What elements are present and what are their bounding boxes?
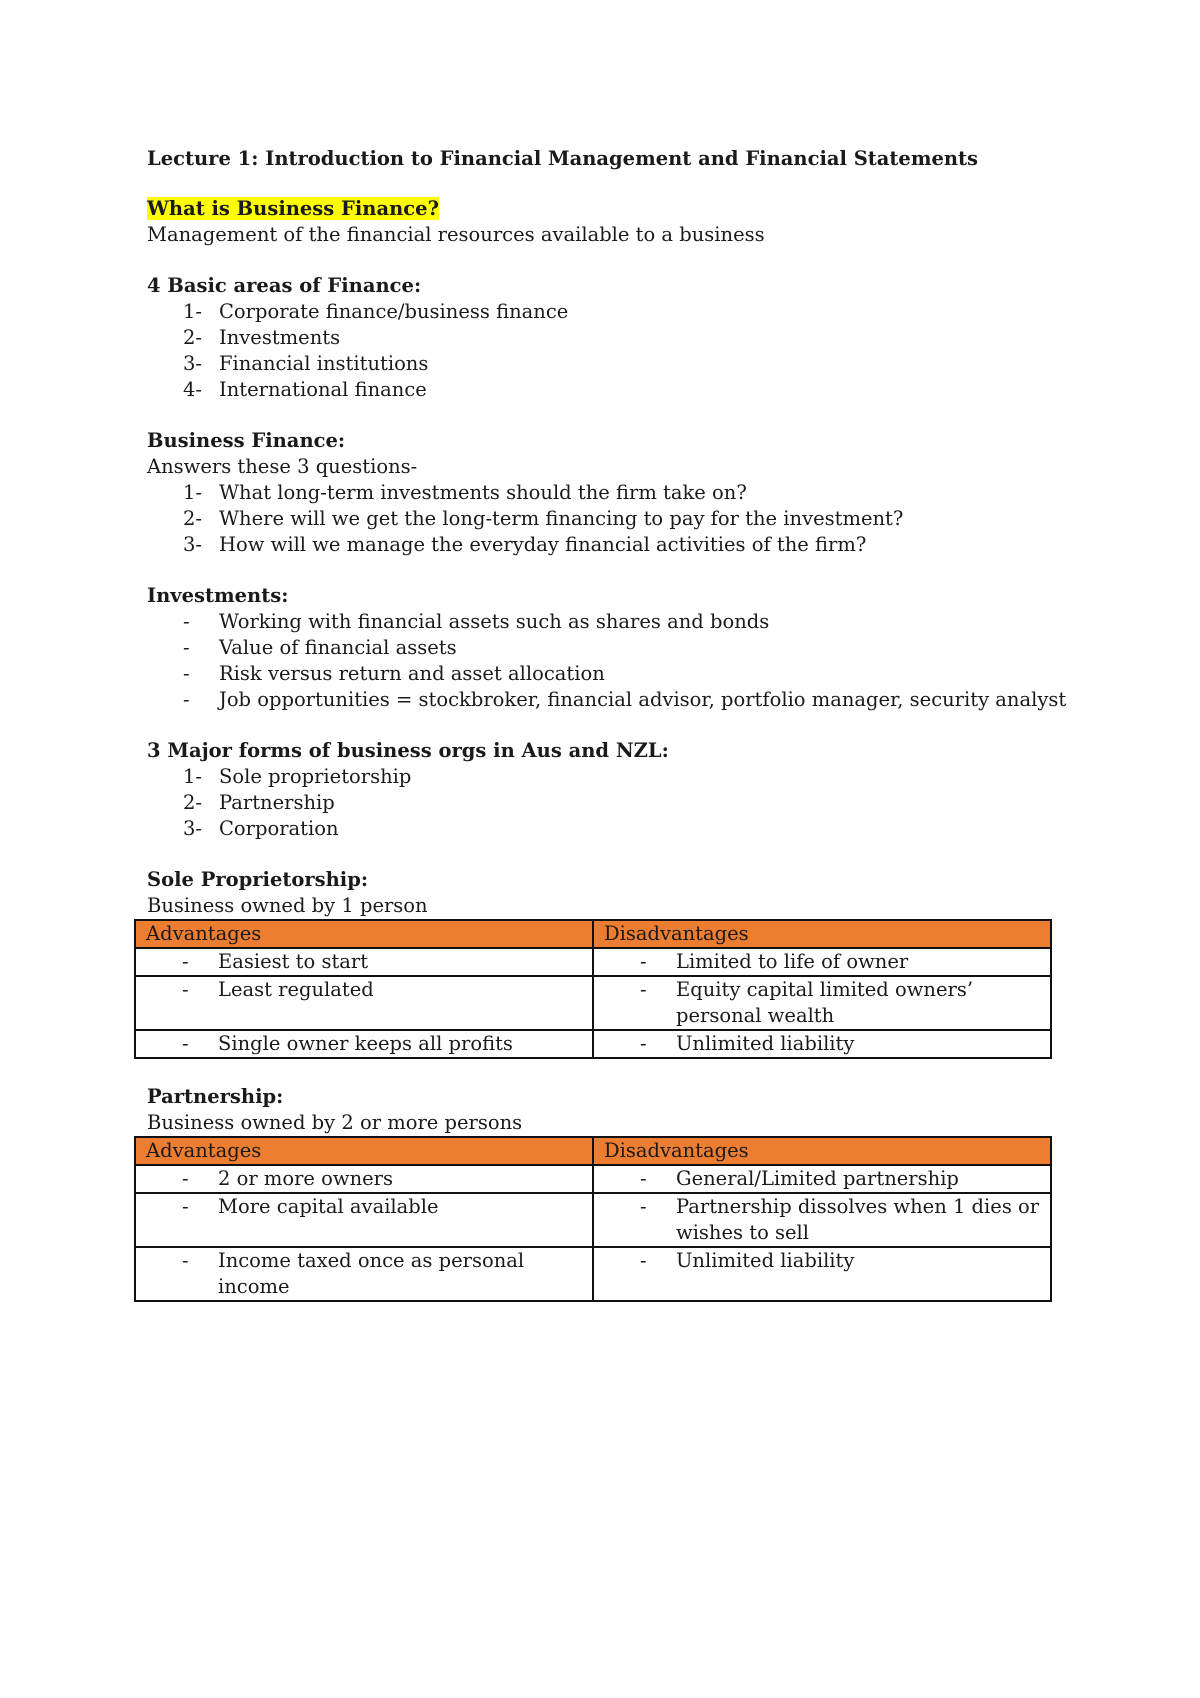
list-marker: 2- [183,326,202,349]
table-row [135,948,1051,976]
dash-marker: - [640,978,647,1001]
table-row [135,1030,1051,1058]
cell-text: 2 or more owners [218,1167,394,1190]
list-item-text: Working with financial assets such as shares and bonds [219,610,770,633]
section-business-finance [147,428,1047,558]
dash-marker: - [182,1032,189,1055]
list-marker: 3- [183,817,202,840]
list-item-text: Investments [219,326,341,349]
list-item [147,532,1047,558]
numbered-list [147,764,1047,842]
list-marker: - [183,688,190,711]
numbered-list [147,299,1047,403]
dash-marker: - [182,1249,189,1272]
list-item [147,635,1047,661]
list-marker: 1- [183,300,202,323]
cell-text: Easiest to start [218,950,369,973]
sole-proprietorship-table [134,919,1052,1059]
section-business-finance-definition [147,196,1047,248]
dash-marker: - [640,1032,647,1055]
disadvantage-cell [593,1247,1051,1301]
list-item-text: Risk versus return and asset allocation [219,662,605,685]
definition-text: Management of the financial resources available to a business [147,223,765,246]
cell-text: Least regulated [218,978,374,1001]
list-marker: - [183,636,190,659]
cell-text: General/Limited partnership [676,1167,959,1190]
document-content [146,146,1067,1327]
section-business-orgs [147,738,1047,842]
list-item-text: Corporation [219,817,339,840]
list-item-text: Corporate finance/business finance [219,300,569,323]
cell-text: Income taxed once as personal income [218,1249,525,1298]
cell-text: More capital available [218,1195,439,1218]
table-row [135,1247,1051,1301]
advantage-cell [135,948,593,976]
table-header-row [135,920,1051,948]
list-item [147,377,1047,403]
list-marker: - [183,610,190,633]
list-marker: 1- [183,765,202,788]
list-item [147,661,1047,687]
list-marker: 4- [183,378,202,401]
dash-marker: - [640,1195,647,1218]
disadvantage-cell [593,1165,1051,1193]
section-investments [147,583,1067,713]
advantage-cell [135,976,593,1030]
page-title: Lecture 1: Introduction to Financial Management and Financial Statements [147,147,979,170]
table-header-row [135,1137,1051,1165]
section-heading: 4 Basic areas of Finance: [147,274,422,297]
advantages-header: Advantages [135,920,593,948]
advantage-cell [135,1247,593,1301]
list-marker: 2- [183,507,202,530]
list-item-text: International finance [219,378,427,401]
list-item-text: Financial institutions [219,352,429,375]
cell-text: Equity capital limited owners’ personal wealth [676,978,974,1027]
section-heading: Sole Proprietorship: [147,868,369,891]
list-item [147,764,1047,790]
table-row [135,1165,1051,1193]
cell-text: Unlimited liability [676,1032,855,1055]
advantage-cell [135,1193,593,1247]
section-sole-proprietorship [147,867,1047,1059]
list-item-text: Sole proprietorship [219,765,412,788]
list-item-text: How will we manage the everyday financial activities of the firm? [219,533,867,556]
list-item-text: Job opportunities = stockbroker, financial advisor, portfolio manager, security analyst [219,688,1067,711]
list-marker: 1- [183,481,202,504]
advantage-cell [135,1165,593,1193]
section-heading: Business Finance: [147,429,346,452]
advantage-cell [135,1030,593,1058]
cell-text: Partnership dissolves when 1 dies or wishes to sell [676,1195,1040,1244]
section-intro: Business owned by 2 or more persons [147,1111,523,1134]
disadvantage-cell [593,976,1051,1030]
table-row [135,976,1051,1030]
list-item-text: What long-term investments should the firm take on? [219,481,747,504]
cell-text: Unlimited liability [676,1249,855,1272]
disadvantage-cell [593,1030,1051,1058]
list-item [147,687,1067,713]
disadvantages-header: Disadvantages [593,920,1051,948]
section-heading: Investments: [147,584,289,607]
list-marker: - [183,662,190,685]
dash-marker: - [640,950,647,973]
list-marker: 3- [183,533,202,556]
dash-marker: - [182,978,189,1001]
section-heading [147,196,1047,222]
section-partnership [147,1084,1047,1302]
list-item [147,506,1047,532]
disadvantage-cell [593,948,1051,976]
dash-marker: - [182,950,189,973]
section-heading: 3 Major forms of business orgs in Aus and NZL: [147,739,669,762]
list-item [147,790,1047,816]
partnership-table [134,1136,1052,1302]
numbered-list [147,480,1047,558]
list-item-text: Partnership [219,791,335,814]
list-item-text: Value of financial assets [219,636,457,659]
highlighted-heading-text: What is Business Finance? [147,197,440,220]
list-item [147,325,1047,351]
list-marker: 3- [183,352,202,375]
bullet-list [147,609,1067,713]
list-item [147,299,1047,325]
list-item-text: Where will we get the long-term financing to pay for the investment? [219,507,904,530]
list-item [147,816,1047,842]
section-intro: Answers these 3 questions- [147,455,418,478]
advantages-header: Advantages [135,1137,593,1165]
list-item [147,609,1047,635]
section-intro: Business owned by 1 person [147,894,428,917]
list-marker: 2- [183,791,202,814]
cell-text: Limited to life of owner [676,950,909,973]
dash-marker: - [640,1167,647,1190]
dash-marker: - [182,1195,189,1218]
section-basic-areas [147,273,1047,403]
section-heading: Partnership: [147,1085,284,1108]
list-item [147,480,1047,506]
table-row [135,1193,1051,1247]
dash-marker: - [640,1249,647,1272]
cell-text: Single owner keeps all profits [218,1032,513,1055]
disadvantages-header: Disadvantages [593,1137,1051,1165]
dash-marker: - [182,1167,189,1190]
disadvantage-cell [593,1193,1051,1247]
list-item [147,351,1047,377]
